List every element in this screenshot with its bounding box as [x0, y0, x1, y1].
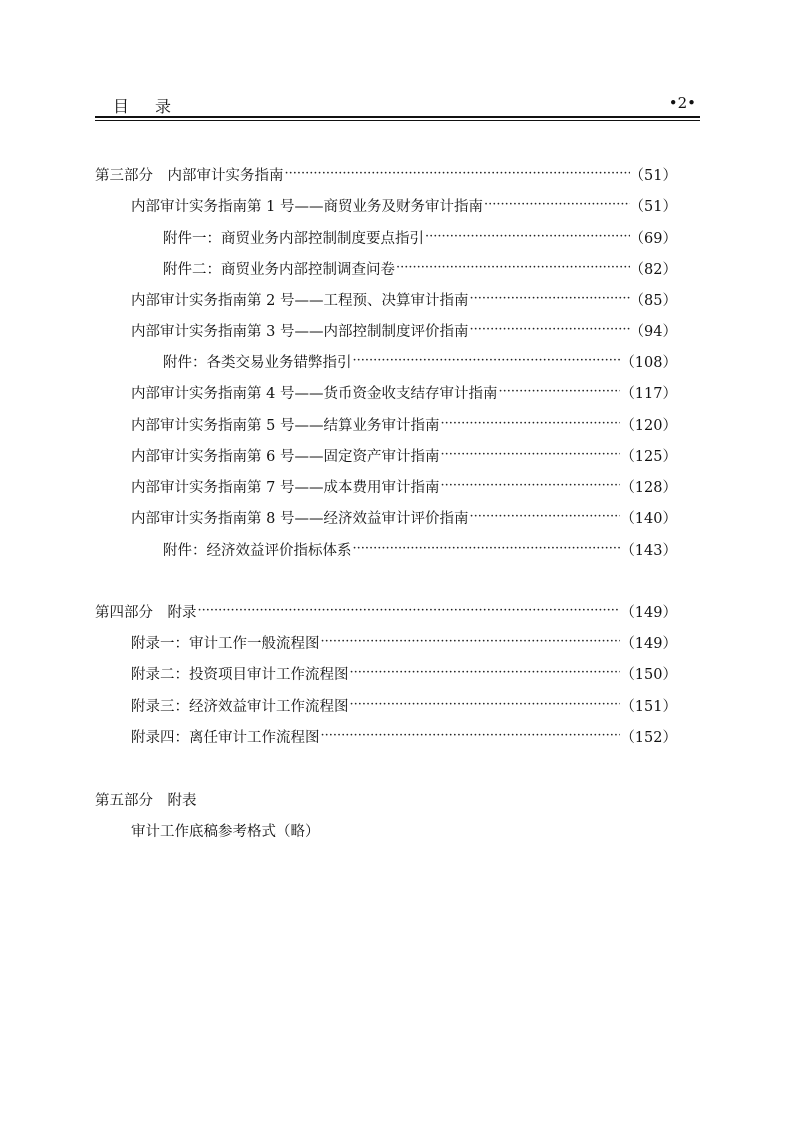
toc-entry[interactable] — [131, 194, 677, 216]
toc-entry-label: 附件：各类交易业务错弊指引 — [163, 354, 352, 371]
toc-leader-dots — [320, 631, 621, 653]
toc-entry-label: 内部审计实务指南第 5 号——结算业务审计指南 — [131, 417, 440, 434]
toc-leader-dots — [424, 226, 630, 248]
toc-entry-label: 内部审计实务指南第 6 号——固定资产审计指南 — [131, 448, 440, 465]
toc-entry[interactable] — [131, 475, 677, 497]
toc-leader-dots — [349, 694, 621, 716]
toc-entry-label: 附录四：离任审计工作流程图 — [131, 729, 320, 746]
header-title-right: 录 — [155, 97, 172, 116]
toc-leader-dots — [349, 662, 621, 684]
toc-page-number: （94） — [629, 323, 677, 340]
page-header — [95, 92, 700, 118]
toc-entry[interactable] — [131, 413, 677, 435]
toc-part5-heading[interactable] — [95, 788, 677, 810]
toc-page-number: （117） — [620, 385, 677, 402]
toc-entry-label: 附件：经济效益评价指标体系 — [163, 542, 352, 559]
toc-page-number: （69） — [629, 230, 677, 247]
toc-entry[interactable] — [131, 319, 677, 341]
toc-part3-heading[interactable] — [95, 163, 677, 185]
toc-entry[interactable] — [131, 506, 677, 528]
toc-entry[interactable] — [131, 381, 677, 403]
toc-entry[interactable] — [131, 725, 677, 747]
toc-page-number: （128） — [620, 479, 677, 496]
toc-leader-dots — [468, 506, 620, 528]
toc-entry-label: 附录三：经济效益审计工作流程图 — [131, 698, 349, 715]
toc-page-number: （51） — [629, 167, 677, 184]
toc-entry-label: 内部审计实务指南第 4 号——货币资金收支结存审计指南 — [131, 385, 498, 402]
toc-part4-heading[interactable] — [95, 600, 677, 622]
toc-entry[interactable] — [131, 694, 677, 716]
toc-page-number: （85） — [629, 292, 677, 309]
toc-entry-label: 审计工作底稿参考格式（略） — [131, 823, 320, 840]
toc-leader-dots — [320, 725, 621, 747]
header-rule-thick — [95, 116, 700, 118]
toc-page-number: （51） — [629, 198, 677, 215]
header-title — [113, 94, 171, 117]
toc-entry-label: 内部审计实务指南第 3 号——内部控制制度评价指南 — [131, 323, 469, 340]
toc-page-number: （140） — [620, 510, 677, 527]
toc-entry[interactable] — [131, 662, 677, 684]
toc-entry[interactable] — [131, 288, 677, 310]
toc-leader-dots — [497, 381, 620, 403]
toc-leader-dots — [439, 413, 620, 435]
toc-entry-label: 内部审计实务指南第 8 号——经济效益审计评价指南 — [131, 510, 469, 527]
toc-leader-dots — [439, 444, 620, 466]
toc-page-number: （125） — [620, 448, 677, 465]
toc-leader-dots — [439, 475, 620, 497]
toc-page-number: （149） — [620, 604, 677, 621]
toc-entry[interactable] — [163, 257, 677, 279]
header-title-left: 目 — [113, 97, 130, 116]
toc-entry-label: 内部审计实务指南第 1 号——商贸业务及财务审计指南 — [131, 198, 483, 215]
toc-section-title: 第五部分 附表 — [95, 792, 197, 809]
toc-entry-label: 附件一：商贸业务内部控制制度要点指引 — [163, 230, 424, 247]
toc-entry-label: 内部审计实务指南第 7 号——成本费用审计指南 — [131, 479, 440, 496]
toc-section-title: 第三部分 内部审计实务指南 — [95, 167, 284, 184]
toc-leader-dots — [483, 194, 630, 216]
toc-section-title: 第四部分 附录 — [95, 604, 197, 621]
toc-entry[interactable] — [131, 631, 677, 653]
toc-page-number: （149） — [620, 635, 677, 652]
toc-entry[interactable] — [131, 444, 677, 466]
toc-leader-dots — [395, 257, 630, 279]
toc-page-number: （152） — [620, 729, 677, 746]
toc-entry[interactable] — [131, 819, 677, 841]
toc-page-number: （108） — [620, 354, 677, 371]
toc-entry-label: 附件二：商贸业务内部控制调查问卷 — [163, 261, 395, 278]
toc-entry[interactable] — [163, 538, 677, 560]
toc-leader-dots — [284, 163, 630, 185]
toc-entry-label: 附录一：审计工作一般流程图 — [131, 635, 320, 652]
toc-entry-label: 附录二：投资项目审计工作流程图 — [131, 666, 349, 683]
toc-leader-dots — [352, 350, 621, 372]
toc-leader-dots — [468, 319, 629, 341]
toc-page-number: （120） — [620, 417, 677, 434]
toc-entry[interactable] — [163, 350, 677, 372]
toc-leader-dots — [352, 538, 621, 560]
header-rule-thin — [95, 120, 700, 121]
toc-page-number: （151） — [620, 698, 677, 715]
toc-page-number: （150） — [620, 666, 677, 683]
header-page-number: •2• — [668, 94, 696, 112]
toc-leader-dots — [468, 288, 629, 310]
toc-page-number: （143） — [620, 542, 677, 559]
toc-page-number: （82） — [629, 261, 677, 278]
toc-entry-label: 内部审计实务指南第 2 号——工程预、决算审计指南 — [131, 292, 469, 309]
toc-leader-dots — [197, 600, 621, 622]
toc-entry[interactable] — [163, 226, 677, 248]
